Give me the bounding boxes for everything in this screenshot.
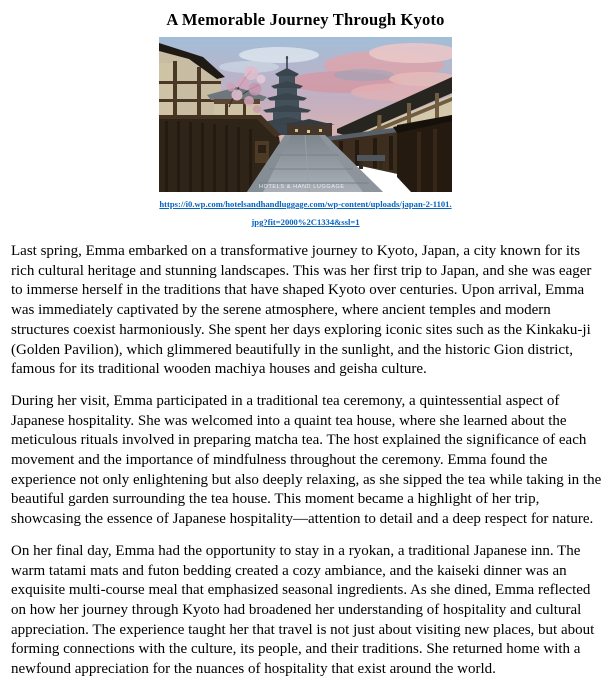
paragraph-1: Last spring, Emma embarked on a transformative journey to Kyoto, Japan, a city known for its rich cultural heritage and stunning landscapes. This was her first trip to Japan, and she was eager to immerse herself in the traditions that have shaped Kyoto over centuries. Upon arrival, Emma was immediately captivated by the serene atmosphere, where ancient temples and modern structures coexist harmoniously. She spent her days exploring iconic sites such as the Kinkaku-ji (Golden Pavilion), which glimmered beautifully in the sunlight, and the historic Gion district, famous for its traditional wooden machiya houses and geisha culture. <box>11 243 592 378</box>
image-source-link[interactable]: https://i0.wp.com/hotelsandhandluggage.com/wp-content/uploads/japan-2-1101.jpg?fit=2000%2C1334&ssl=1 <box>159 199 452 227</box>
paragraph-3: On her final day, Emma had the opportunity to stay in a ryokan, a traditional Japanese inn. The warm tatami mats and futon bedding created a cozy ambiance, and the kaiseki dinner was an exquisite multi-course meal that emphasized seasonal ingredients. As she dined, Emma reflected on how her journey through Kyoto had broadened her understanding of hospitality and cultural appreciation. The experience taught her that travel is not just about visiting new places, but about forming connections with the culture, its people, and their traditions. She returned home with a newfound appreciation for the nuances of hospitality that exist around the world. <box>11 542 595 678</box>
article-body <box>0 230 611 680</box>
figure <box>159 37 452 230</box>
paragraph-2: During her visit, Emma participated in a traditional tea ceremony, a quintessential aspect of Japanese hospitality. She was welcomed into a quaint tea house, where she learned about the meticulous rituals involved in preparing matcha tea. The host explained the significance of each movement and the importance of mindfulness throughout the ceremony. Emma found the experience not only enlightening but also deeply relaxing, as she sipped the tea while taking in the beautiful garden surrounding the tea house. This moment became a highlight of her trip, showcasing the essence of Japanese hospitality—attention to detail and a deep respect for nature. <box>11 392 602 528</box>
kyoto-street-photo <box>159 37 452 192</box>
page-title: A Memorable Journey Through Kyoto <box>166 10 445 29</box>
image-watermark: HOTELS & HAND LUGGAGE <box>259 184 345 190</box>
image-caption <box>159 194 452 230</box>
